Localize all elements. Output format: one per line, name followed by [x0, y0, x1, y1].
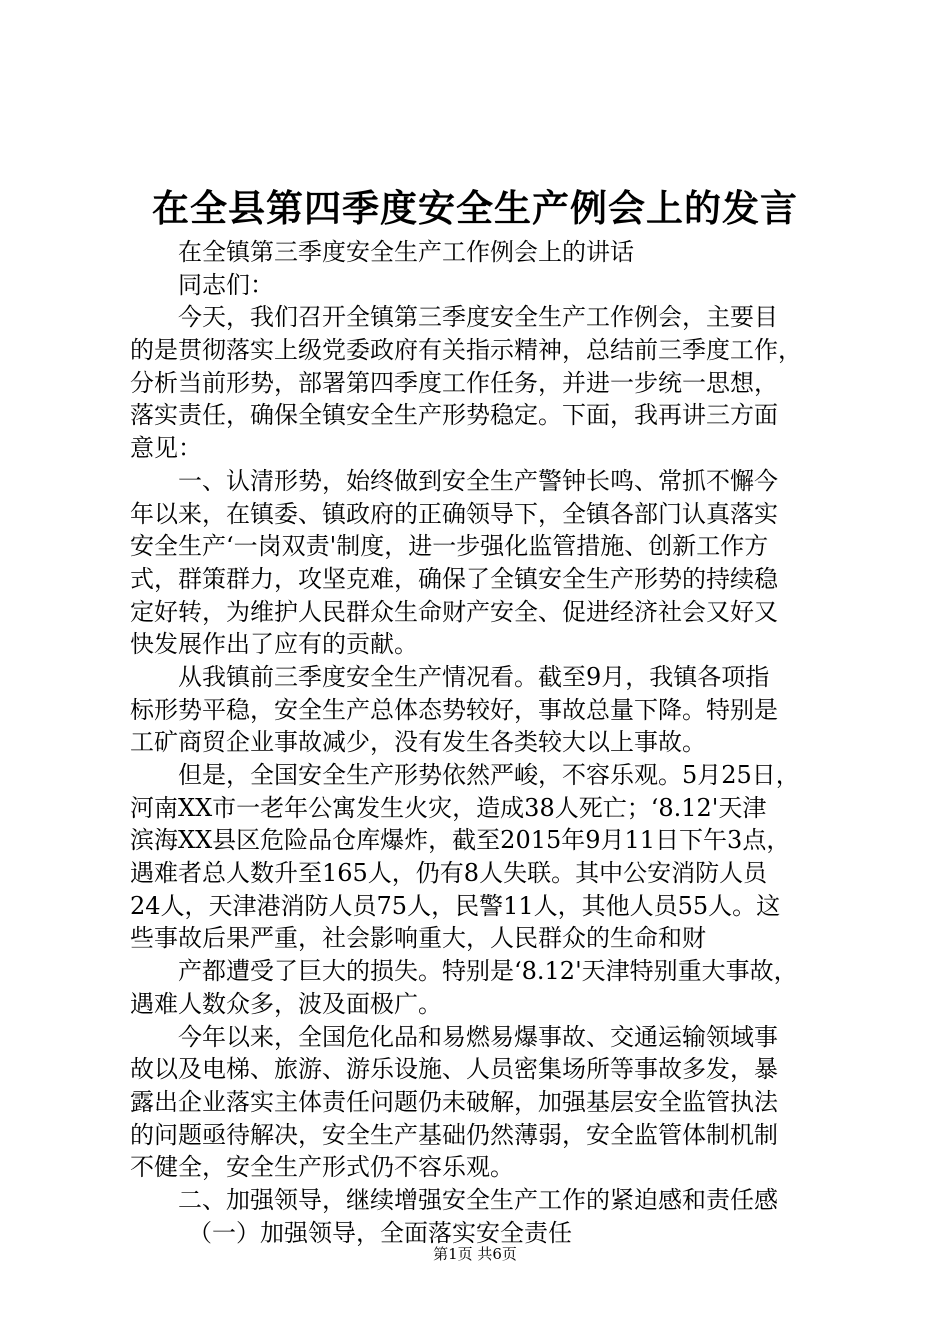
text-line: 遇难人数众多，波及面极广。	[130, 989, 442, 1018]
text-line: 落实责任，确保全镇安全生产形势稳定。下面，我再讲三方面	[130, 401, 778, 430]
page-number: 第1页 共6页	[433, 1245, 517, 1263]
text-line: 遇难者总人数升至165人，仍有8人失联。其中公安消防人员	[130, 859, 768, 888]
text-line: 标形势平稳，安全生产总体态势较好，事故总量下降。特别是	[130, 695, 778, 724]
text-line: 产都遭受了巨大的损失。特别是‘8.12'天津特别重大事故，	[178, 957, 798, 986]
text-line: 故以及电梯、旅游、游乐设施、人员密集场所等事故多发，暴	[130, 1055, 778, 1084]
text-line: 安全生产‘一岗双责'制度，进一步强化监管措施、创新工作方	[130, 532, 769, 561]
text-line: 工矿商贸企业事故减少，没有发生各类较大以上事故。	[130, 728, 706, 757]
section-heading: 二、加强领导，继续增强安全生产工作的紧迫感和责任感	[178, 1185, 778, 1214]
text-line: 些事故后果严重，社会影响重大，人民群众的生命和财	[130, 924, 706, 953]
subsection-heading: （一）加强领导，全面落实安全责任	[188, 1218, 572, 1247]
text-line: 定好转，为维护人民群众生命财产安全、促进经济社会又好又	[130, 597, 778, 626]
text-line: 的问题亟待解决，安全生产基础仍然薄弱，安全监管体制机制	[130, 1120, 778, 1149]
text-line: 不健全，安全生产形式仍不容乐观。	[130, 1153, 514, 1182]
document-title: 在全县第四季度安全生产例会上的发言	[152, 187, 798, 230]
text-line: 但是，全国安全生产形势依然严峻，不容乐观。5月25日，	[178, 761, 800, 789]
text-line: 一、认清形势，始终做到安全生产警钟长鸣、常抓不懈今	[178, 466, 778, 495]
text-line: 的是贯彻落实上级党委政府有关指示精神，总结前三季度工作，	[130, 336, 802, 365]
document-body	[130, 236, 830, 1249]
text-line: 今年以来，全国危化品和易燃易爆事故、交通运输领域事	[178, 1022, 778, 1051]
text-line: 从我镇前三季度安全生产情况看。截至9月，我镇各项指	[178, 662, 770, 691]
text-line: 分析当前形势，部署第四季度工作任务，并进一步统一思想，	[130, 368, 778, 397]
text-line: 在全镇第三季度安全生产工作例会上的讲话	[178, 238, 634, 266]
text-line: 今天，我们召开全镇第三季度安全生产工作例会，主要目	[178, 303, 778, 332]
text-line: 式，群策群力，攻坚克难，确保了全镇安全生产形势的持续稳	[130, 564, 778, 593]
text-line: 快发展作出了应有的贡献。	[130, 630, 418, 659]
text-line: 同志们：	[178, 270, 274, 299]
text-line: 24人，天津港消防人员75人，民警11人，其他人员55人。这	[130, 891, 781, 920]
text-line: 滨海XX县区危险品仓库爆炸，截至2015年9月11日下午3点，	[130, 826, 791, 855]
text-line: 露出企业落实主体责任问题仍未破解，加强基层安全监管执法	[130, 1087, 778, 1116]
text-line: 意见：	[130, 434, 202, 463]
text-line: 年以来，在镇委、镇政府的正确领导下，全镇各部门认真落实	[130, 499, 778, 528]
text-line: 河南XX市一老年公寓发生火灾，造成38人死亡；‘8.12'天津	[130, 793, 767, 822]
